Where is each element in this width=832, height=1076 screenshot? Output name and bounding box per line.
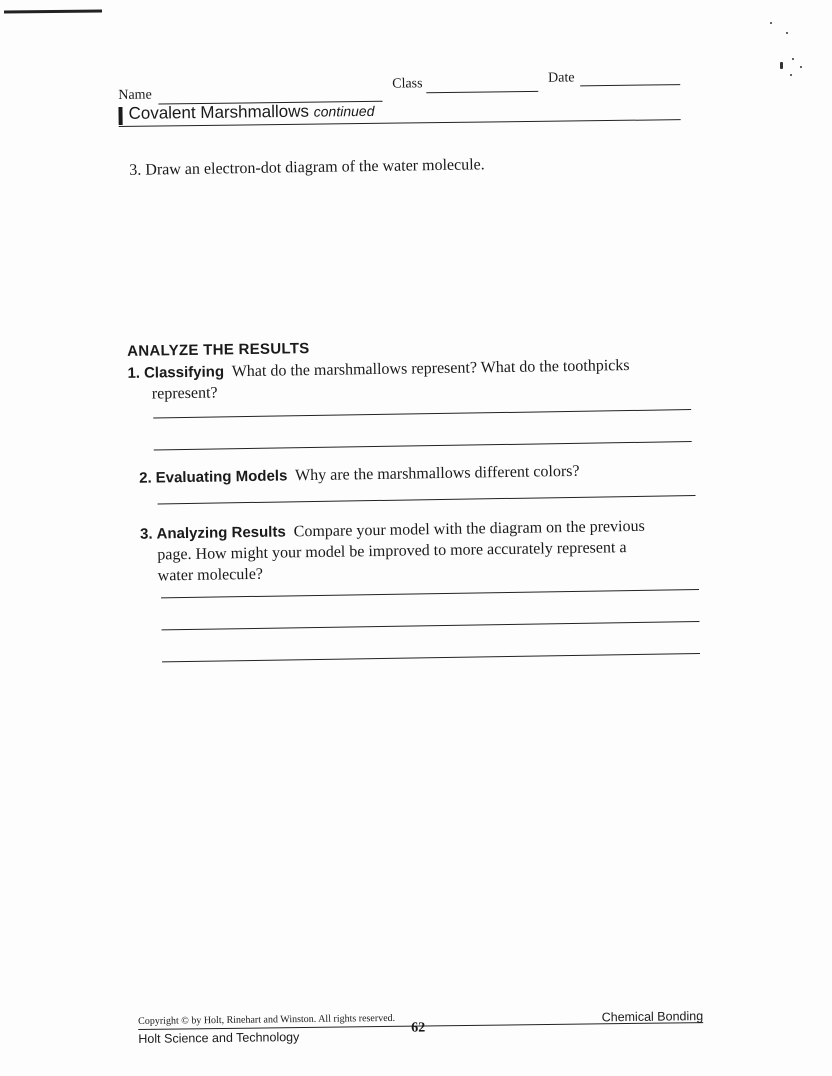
name-label: Name (118, 87, 152, 103)
analyze-question-3 (140, 516, 646, 587)
answer-line[interactable] (158, 495, 696, 504)
title-marker (118, 107, 122, 125)
answer-line[interactable] (154, 441, 692, 450)
answer-line[interactable] (153, 409, 691, 418)
scan-artifact-mark (4, 9, 102, 13)
title-main: Covalent Marshmallows (128, 101, 310, 123)
page-number: 62 (411, 1020, 426, 1036)
worksheet-body (120, 141, 708, 690)
question-text: Compare your model with the diagram on the previous (293, 517, 645, 541)
question-label: Evaluating Models (155, 467, 288, 487)
class-label: Class (392, 76, 423, 92)
analyze-question-2 (139, 461, 580, 489)
class-field[interactable] (426, 91, 538, 93)
answer-line[interactable] (162, 621, 700, 630)
series-name: Holt Science and Technology (138, 1030, 300, 1046)
title-suffix: continued (313, 102, 375, 120)
question-text: Why are the marshmallows different colors? (294, 462, 580, 485)
question-label: Classifying (143, 363, 225, 382)
worksheet-header (118, 63, 681, 130)
question-text-cont: page. How might your model be improved to more accurately represent a (157, 539, 627, 564)
analyze-question-1 (127, 355, 630, 405)
question-text: What do the marshmallows represent? What do the toothpicks (231, 357, 630, 381)
page-footer (138, 1003, 703, 1050)
question-number: 2. (139, 469, 152, 487)
question-text-cont: water molecule? (157, 565, 264, 585)
answer-line[interactable] (161, 589, 699, 598)
question-number: 3. (139, 525, 153, 543)
copyright-notice: Copyright © by Holt, Rinehart and Winston. All rights reserved. (138, 1012, 396, 1027)
scan-artifact-specks (766, 10, 826, 90)
chapter-name: Chemical Bonding (601, 1009, 704, 1025)
worksheet-title-bar (118, 97, 680, 127)
question-number: 1. (127, 364, 141, 382)
question-label: Analyzing Results (156, 523, 286, 543)
procedure-question-3: 3. Draw an electron-dot diagram of the water molecule. (129, 156, 485, 179)
date-field[interactable] (580, 84, 680, 86)
date-label: Date (548, 70, 575, 86)
answer-line[interactable] (162, 653, 700, 662)
question-text-cont: represent? (151, 384, 218, 403)
analyze-heading: ANALYZE THE RESULTS (127, 340, 310, 360)
worksheet-title (128, 101, 374, 124)
